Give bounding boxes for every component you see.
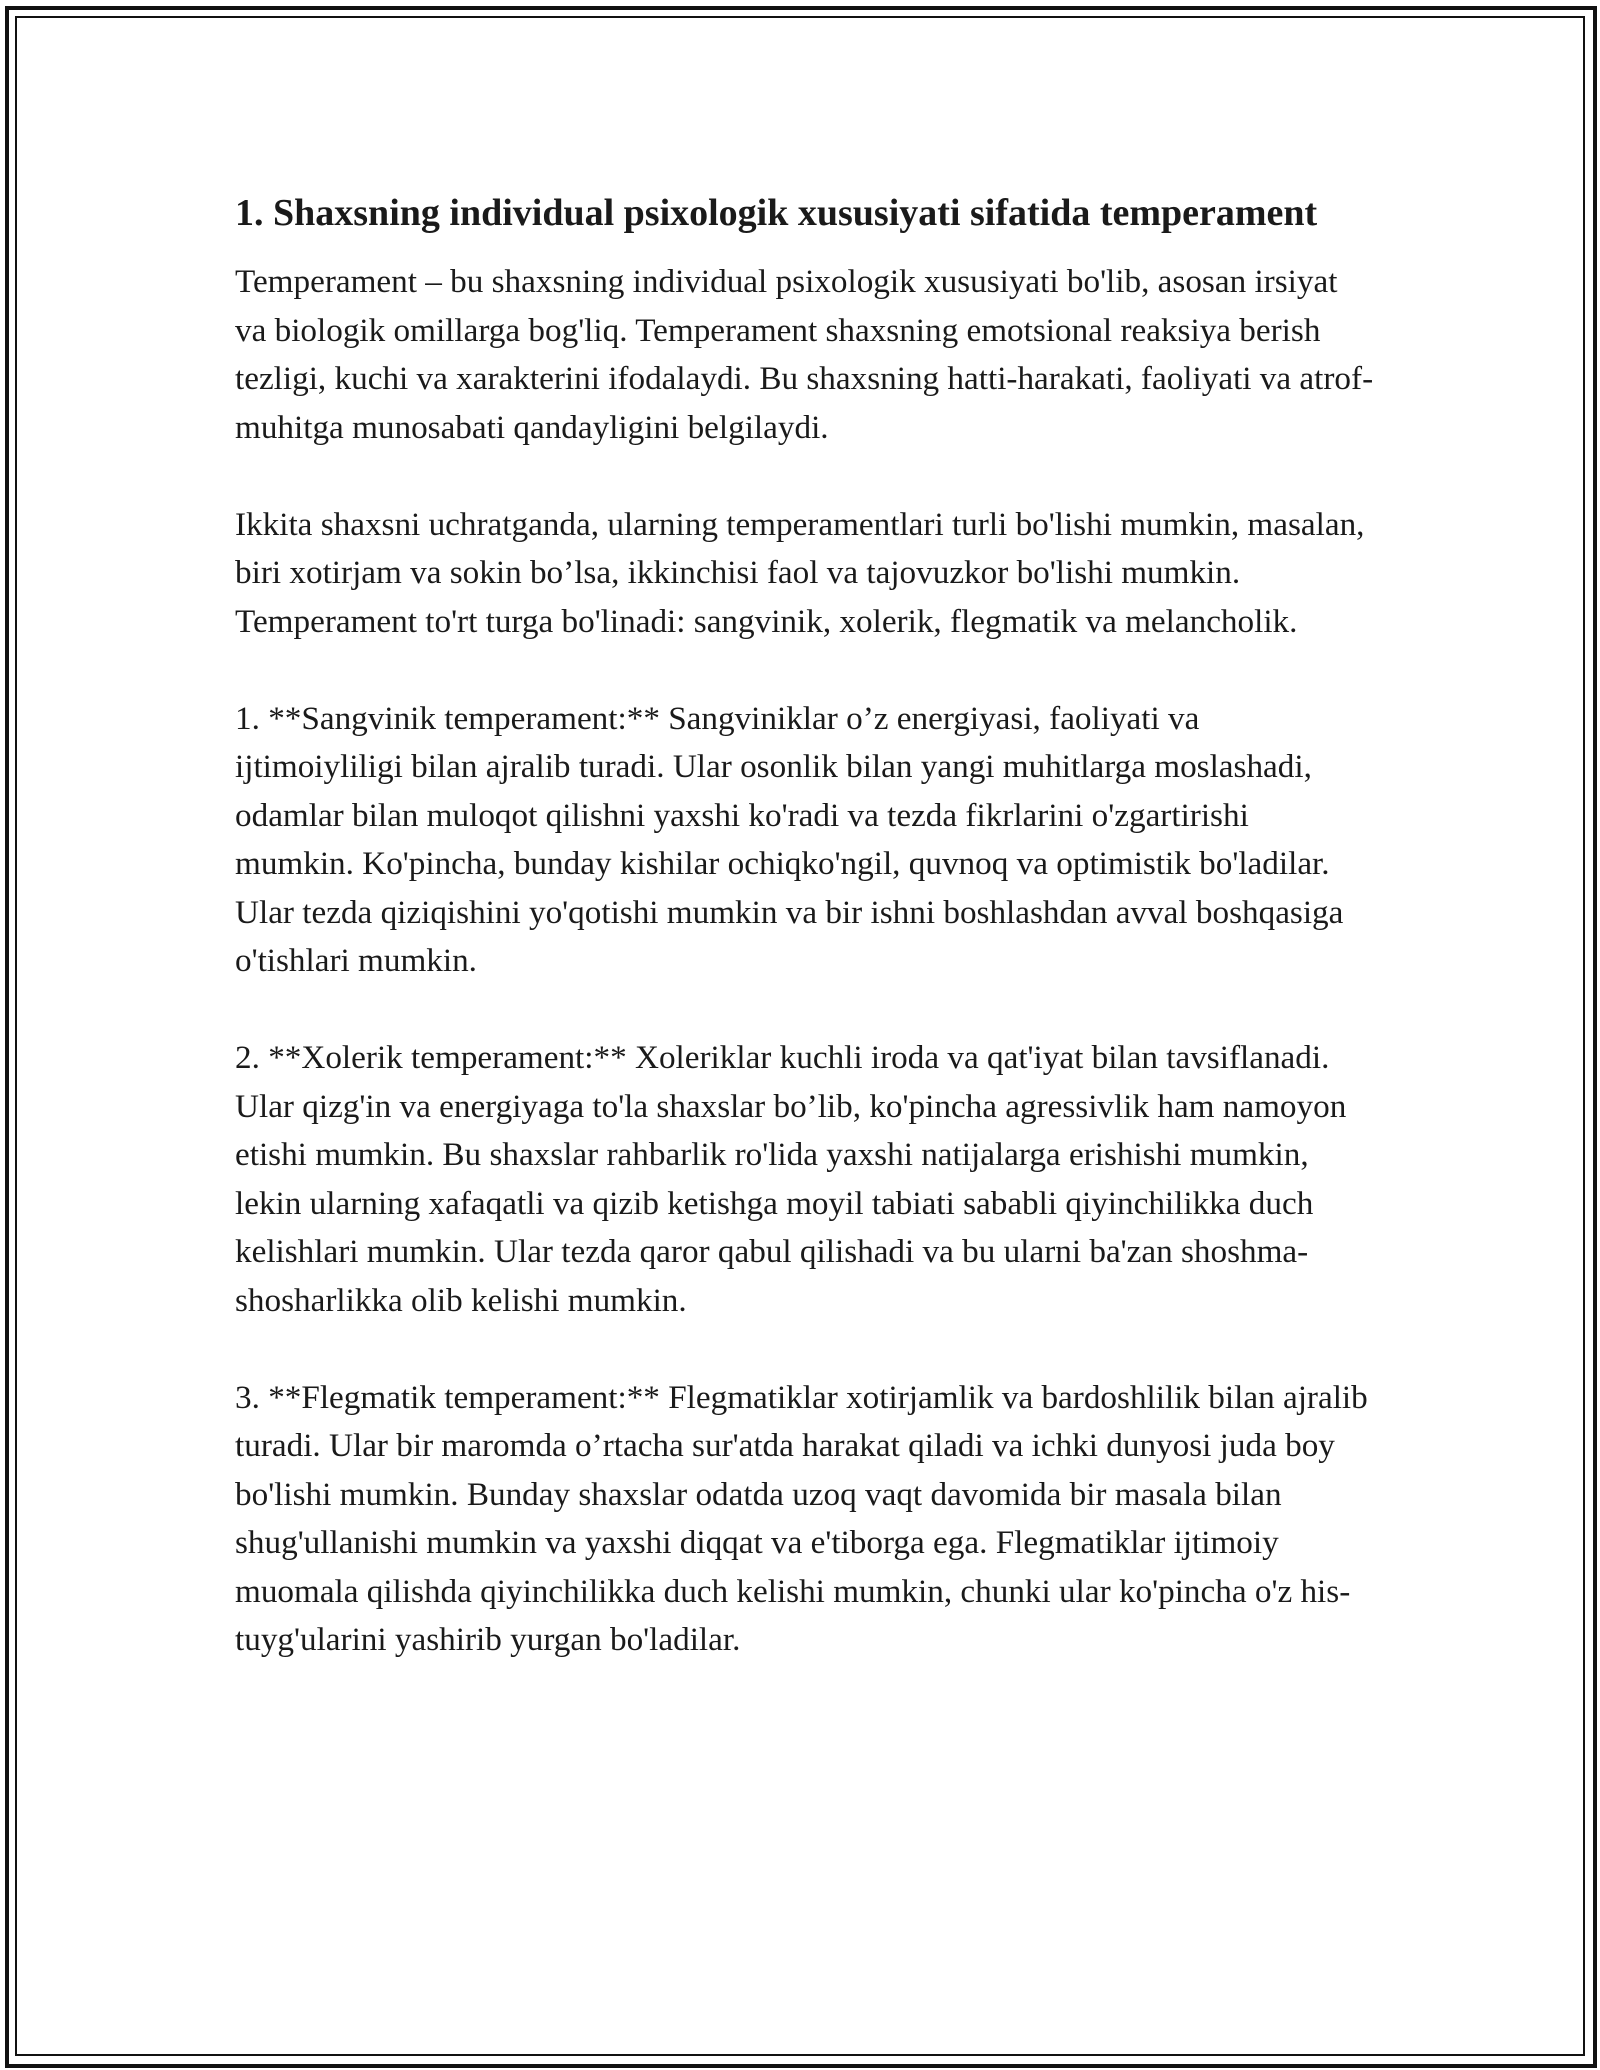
paragraph-flegmatik: 3. **Flegmatik temperament:** Flegmatiklar xotirjamlik va bardoshlilik bilan ajralib turadi. Ular bir maromda o’rtacha sur'atda harakat qiladi va ichki dunyosi juda boy bo'lishi mumkin. Bunday shaxslar odatda uzoq vaqt davomida bir masala bilan shug'ullanishi mumkin va yaxshi diqqat va e'tiborga ega. Flegmatiklar ijtimoiy muomala qilishda qiyinchilikka duch kelishi mumkin, chunki ular ko'pincha o'z his-tuyg'ularini yashirib yurgan bo'ladilar. xyxy=(235,1378,1368,1658)
paragraph-temperament-types: Ikkita shaxsni uchratganda, ularning temperamentlari turli bo'lishi mumkin, masalan, biri xotirjam va sokin bo’lsa, ikkinchisi faol va tajovuzkor bo'lishi mumkin. Temperament to'rt turga bo'linadi: sangvinik, xolerik, flegmatik va melancholik. xyxy=(235,505,1365,640)
document-title: 1. Shaxsning individual psixologik xususiyati sifatida temperament xyxy=(235,192,1318,234)
document-body xyxy=(235,186,1375,1665)
paragraph-xolerik: 2. **Xolerik temperament:** Xoleriklar kuchli iroda va qat'iyat bilan tavsiflanadi. Ular qizg'in va energiyaga to'la shaxslar bo’lib, ko'pincha agressivlik ham namoyon etishi mumkin. Bu shaxslar rahbarlik ro'lida yaxshi natijalarga erishishi mumkin, lekin ularning xafaqatli va qizib ketishga moyil tabiati sababli qiyinchilikka duch kelishlari mumkin. Ular tezda qaror qabul qilishadi va bu ularni ba'zan shoshma-shosharlikka olib kelishi mumkin. xyxy=(235,1039,1347,1319)
paragraph-introduction: Temperament – bu shaxsning individual psixologik xususiyati bo'lib, asosan irsiyat va biologik omillarga bog'liq. Temperament shaxsning emotsional reaksiya berish tezligi, kuchi va xarakterini ifodalaydi. Bu shaxsning hatti-harakati, faoliyati va atrof-muhitga munosabati qandayligini belgilaydi. xyxy=(235,263,1374,446)
paragraph-sangvinik: 1. **Sangvinik temperament:** Sangviniklar o’z energiyasi, faoliyati va ijtimoiyliligi bilan ajralib turadi. Ular osonlik bilan yangi muhitlarga moslashadi, odamlar bilan muloqot qilishni yaxshi ko'radi va tezda fikrlarini o'zgartirishi mumkin. Ko'pincha, bunday kishilar ochiqko'ngil, quvnoq va optimistik bo'ladilar. Ular tezda qiziqishini yo'qotishi mumkin va bir ishni boshlashdan avval boshqasiga o'tishlari mumkin. xyxy=(235,699,1344,979)
